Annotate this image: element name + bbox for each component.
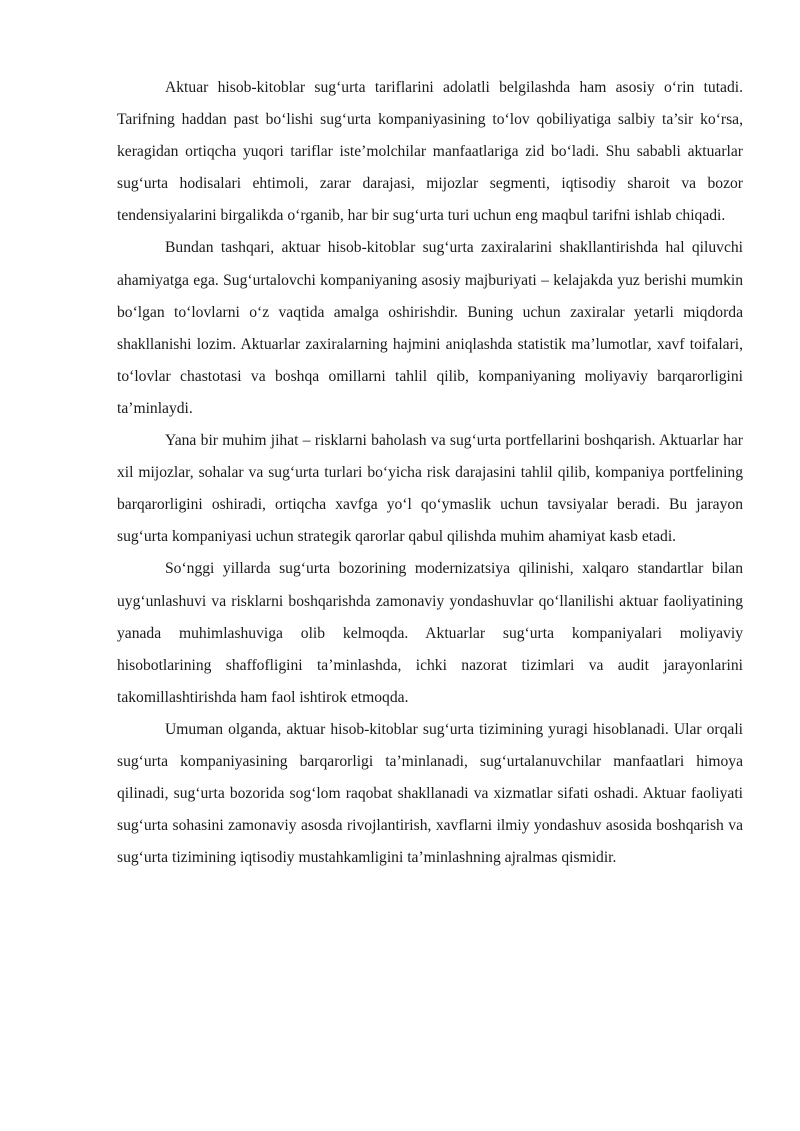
paragraph-modernization: So‘nggi yillarda sug‘urta bozorining modernizatsiya qilinishi, xalqaro standartlar bilan uyg‘unlashuvi va risklarni boshqarishda zamonaviy yondashuvlar qo‘llanilishi aktuar faoliyatining yanada muhimlashuviga olib kelmoqda. Aktuarlar sug‘urta kompaniyalari moliyaviy hisobotlarining shaffofligini ta’minlashda, ichki nazorat tizimlari va audit jarayonlarini takomillashtirishda ham faol ishtirok etmoqda.: [117, 560, 743, 706]
paragraph-conclusion: Umuman olganda, aktuar hisob-kitoblar sug‘urta tizimining yuragi hisoblanadi. Ular orqali sug‘urta kompaniyasining barqarorligi ta’minlanadi, sug‘urtalanuvchilar manfaatlari himoya qilinadi, sug‘urta bozorida sog‘lom raqobat shakllanadi va xizmatlar sifati oshadi. Aktuar faoliyati sug‘urta sohasini zamonaviy asosda rivojlantirish, xavflarni ilmiy yondashuv asosida boshqarish va sug‘urta tizimining iqtisodiy mustahkamligini ta’minlashning ajralmas qismidir.: [117, 720, 743, 867]
paragraph-tariffs: Aktuar hisob-kitoblar sug‘urta tariflarini adolatli belgilashda ham asosiy o‘rin tutadi. Tarifning haddan past bo‘lishi sug‘urta kompaniyasining to‘lov qobiliyatiga salbiy ta’sir ko‘rsa, keragidan ortiqcha yuqori tariflar iste’molchilar manfaatlariga zid bo‘ladi. Shu sababli aktuarlar sug‘urta hodisalari ehtimoli, zarar darajasi, mijozlar segmenti, iqtisodiy sharoit va bozor tendensiyalarini birgalikda o‘rganib, har bir sug‘urta turi uchun eng maqbul tarifni ishlab chiqadi.: [117, 79, 743, 225]
paragraph-risk-assessment: Yana bir muhim jihat – risklarni baholash va sug‘urta portfellarini boshqarish. Aktuarlar har xil mijozlar, sohalar va sug‘urta turlari bo‘yicha risk darajasini tahlil qilib, kompaniya portfelining barqarorligini oshiradi, ortiqcha xavfga yo‘l qo‘ymaslik uchun tavsiyalar beradi. Bu jarayon sug‘urta kompaniyasi uchun strategik qarorlar qabul qilishda muhim ahamiyat kasb etadi.: [117, 432, 743, 546]
document-page: [117, 72, 743, 874]
paragraph-reserves: Bundan tashqari, aktuar hisob-kitoblar sug‘urta zaxiralarini shakllantirishda hal qiluvchi ahamiyatga ega. Sug‘urtalovchi kompaniyaning asosiy majburiyati – kelajakda yuz berishi mumkin bo‘lgan to‘lovlarni o‘z vaqtida amalga oshirishdir. Buning uchun zaxiralar yetarli miqdorda shakllanishi lozim. Aktuarlar zaxiralarning hajmini aniqlashda statistik ma’lumotlar, xavf toifalari, to‘lovlar chastotasi va boshqa omillarni tahlil qilib, kompaniyaning moliyaviy barqarorligini ta’minlaydi.: [117, 239, 743, 417]
